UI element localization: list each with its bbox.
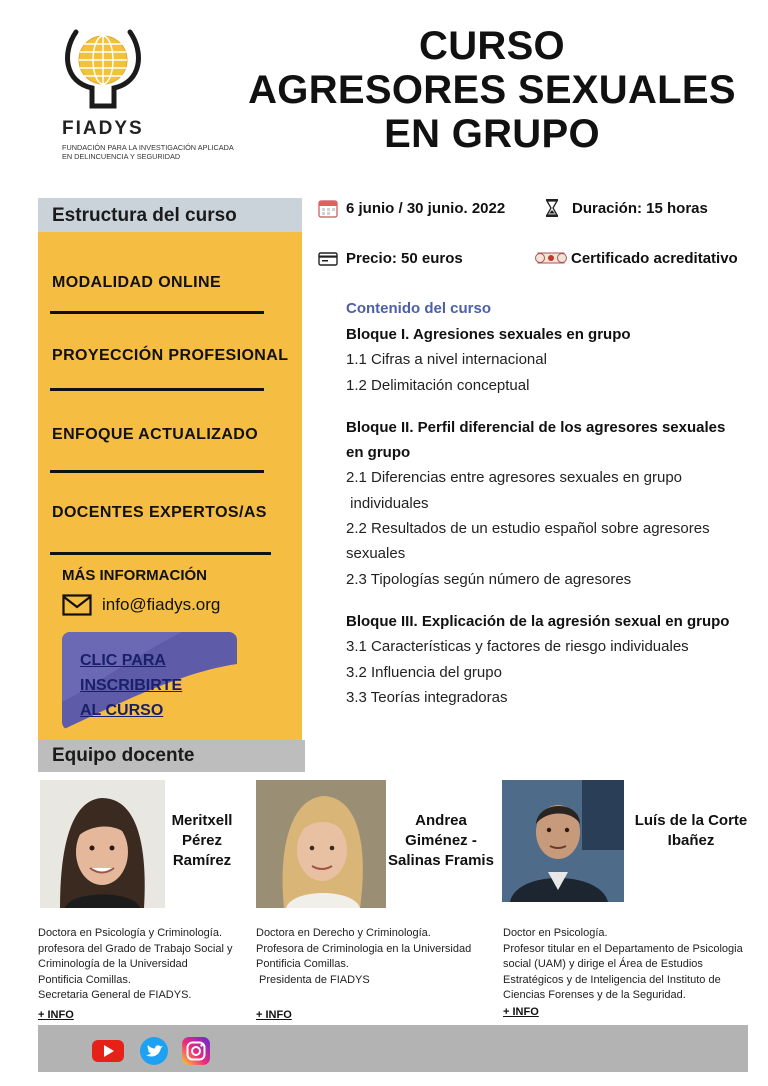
course-price: Precio: 50 euros (346, 250, 463, 267)
divider (50, 470, 264, 473)
logo-subtitle: FUNDACIÓN PARA LA INVESTIGACIÓN APLICADA EN DELINCUENCIA Y SEGURIDAD (62, 143, 234, 161)
course-certificate: Certificado acreditativo (571, 250, 738, 267)
calendar-icon (318, 198, 338, 218)
fiadys-logo-icon (58, 22, 148, 114)
youtube-icon[interactable] (91, 1036, 125, 1066)
block3-item: 3.3 Teorías integradoras (346, 688, 508, 706)
block1-item: 1.1 Cifras a nivel internacional (346, 351, 547, 369)
divider (50, 311, 264, 314)
page-title: CURSO AGRESORES SEXUALES EN GRUPO (248, 24, 736, 156)
teacher-info-link-perez[interactable]: + INFO (38, 1009, 74, 1021)
teacher-name-gimenez: Andrea Giménez - Salinas Framis (388, 812, 494, 869)
teacher-photo-perez (40, 780, 165, 908)
structure-heading-bar (38, 198, 302, 232)
content-title: Contenido del curso (346, 300, 492, 317)
block3-item: 3.1 Características y factores de riesgo individuales (346, 638, 689, 656)
instagram-icon[interactable] (181, 1036, 211, 1066)
block2-item-cont: individuales (346, 494, 429, 512)
feature-modality: MODALIDAD ONLINE (52, 274, 222, 291)
feature-updated-approach: ENFOQUE ACTUALIZADO (52, 426, 259, 443)
teacher-name-delacorte: Luís de la Corte Ibañez (634, 812, 748, 849)
enroll-button-label[interactable]: CLIC PARA INSCRIBIRTE AL CURSO (80, 652, 183, 719)
teacher-photo-delacorte (502, 780, 624, 902)
teacher-bio-perez: Doctora en Psicología y Criminología. profesora del Grado de Trabajo Social y Criminología de la Universidad Pontificia Comillas. Secretaria General de FIADYS. (38, 927, 233, 1002)
email-link[interactable]: info@fiadys.org (102, 595, 221, 614)
teacher-bio-gimenez: Doctora en Derecho y Criminología. Profesora de Criminologia en la Universidad Pontificia Comillas. Presidenta de FIADYS (256, 927, 472, 986)
block1-item: 1.2 Delimitación conceptual (346, 376, 530, 394)
block2-item: 2.2 Resultados de un estudio español sobre agresores (346, 520, 710, 538)
structure-heading: Estructura del curso (52, 205, 237, 226)
block2-heading-cont: en grupo (346, 444, 411, 462)
mail-icon (62, 594, 92, 616)
twitter-icon[interactable] (139, 1036, 169, 1066)
teacher-bio-delacorte: Doctor en Psicología. Profesor titular en el Departamento de Psicologia social (UAM) y dirige el Área de Estudios Estratégicos y de Inteligencia del Instituto de Ciencias Forenses y de la Seguridad. (503, 927, 743, 1002)
block1-heading: Bloque I. Agresiones sexuales en grupo (346, 326, 631, 343)
feature-expert-teachers: DOCENTES EXPERTOS/AS (52, 504, 267, 521)
block2-item: 2.3 Tipologías según número de agresores (346, 570, 632, 588)
course-duration: Duración: 15 horas (572, 200, 708, 217)
block3-item: 3.2 Influencia del grupo (346, 663, 502, 681)
block2-item-cont: sexuales (346, 545, 406, 563)
teacher-name-perez: Meritxell Pérez Ramírez (171, 812, 233, 869)
block2-item: 2.1 Diferencias entre agresores sexuales en grupo (346, 469, 683, 487)
more-info-heading: MÁS INFORMACIÓN (62, 567, 207, 584)
price-card-icon (318, 249, 338, 269)
team-heading: Equipo docente (52, 745, 195, 766)
enroll-button[interactable] (62, 632, 237, 730)
feature-projection: PROYECCIÓN PROFESIONAL (52, 347, 289, 364)
divider (50, 388, 264, 391)
course-dates: 6 junio / 30 junio. 2022 (346, 200, 506, 217)
teacher-photo-gimenez (256, 780, 386, 908)
teacher-info-link-gimenez[interactable]: + INFO (256, 1009, 292, 1021)
teacher-info-link-delacorte[interactable]: + INFO (503, 1006, 539, 1018)
block2-heading: Bloque II. Perfil diferencial de los agresores sexuales (346, 418, 726, 436)
course-content (346, 322, 756, 710)
divider (50, 552, 271, 555)
block3-heading: Bloque III. Explicación de la agresión sexual en grupo (346, 612, 730, 630)
team-heading-bar (38, 740, 305, 772)
hourglass-icon (542, 198, 562, 218)
certificate-scroll-icon (534, 248, 568, 268)
logo-name: FIADYS (62, 118, 144, 139)
